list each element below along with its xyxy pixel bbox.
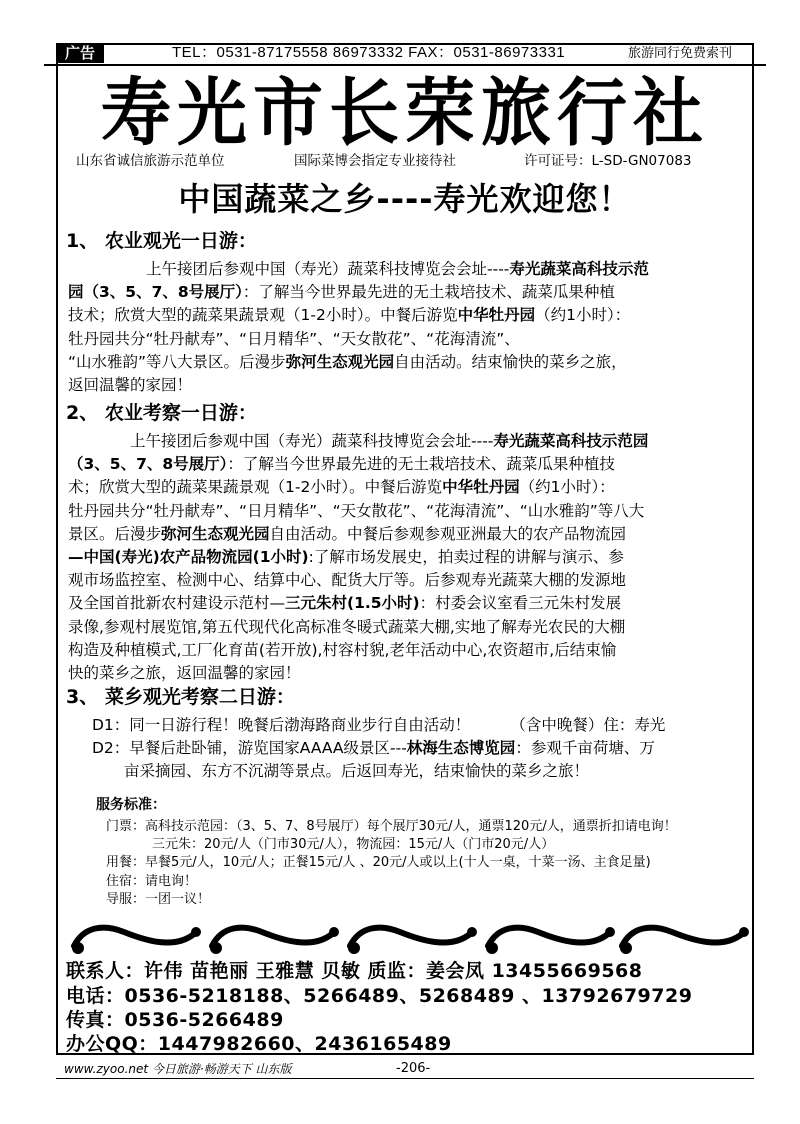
service-guide: 导服：一团一议！ — [106, 892, 211, 907]
s1-line4: 牡丹园共分“牡丹献寿”、“日月精华”、“天女散花”、“花海清流”、 — [68, 329, 520, 348]
contact-qq: 办公QQ：1447982660、2436165489 — [66, 1033, 452, 1055]
s2-line4: 牡丹园共分“牡丹献寿”、“日月精华”、“天女散花”、“花海清流”、“山水雅韵”等八大 — [68, 501, 645, 520]
s1-line2b: ：了解当今世界最先进的无土栽培技术、蔬菜瓜果种植 — [242, 283, 615, 302]
s2-line8b: 三元朱村(1.5小时) — [285, 594, 420, 613]
ornament-divider — [60, 920, 750, 960]
ad-tag: 广告 — [56, 43, 104, 63]
s1-line3b: 中华牡丹园 — [457, 306, 536, 325]
s2-line2b: ：了解当今世界最先进的无土栽培技术、蔬菜瓜果种植技 — [227, 455, 615, 474]
swirl-ornament-4 — [486, 927, 615, 954]
service-title: 服务标准： — [96, 797, 166, 813]
s3-d1b: （含中晚餐）住：寿光 — [510, 716, 666, 734]
footer-rule — [56, 1078, 754, 1079]
swirl-ornament-5 — [620, 927, 749, 954]
s2-line8c: ：村委会议室看三元朱村发展 — [419, 594, 622, 613]
s2-line5b: 弥河生态观光园 — [161, 524, 270, 543]
swirl-ornament-1 — [72, 927, 201, 954]
section-1-title: 1、 农业观光一日游： — [66, 230, 257, 252]
s1-line1a: 上午接团后参观中国（寿光）蔬菜科技博览会会址---- — [146, 260, 510, 278]
agency-title: 寿光市长荣旅行社 — [101, 69, 709, 157]
s2-line3b: 中华牡丹园 — [442, 478, 520, 497]
s2-line1b: 寿光蔬菜高科技示范园 — [493, 432, 649, 450]
s2-line2a: （3、5、7、8号展厅） — [68, 455, 228, 474]
s1-line1b: 寿光蔬菜高科技示范 — [509, 260, 649, 278]
s1-line3c: （约1小时）： — [535, 306, 631, 325]
s1-line5a: “山水雅韵”等八大景区。后漫步 — [68, 352, 286, 371]
s3-d2a: D2：早餐后赴卧铺，游览国家AAAA级景区--- — [92, 739, 407, 758]
service-tickets-1: 门票：高科技示范园：（3、5、7、8号展厅）每个展厅30元/人，通票120元/人，通票折扣请电询！ — [106, 819, 677, 834]
subtitle-left: 山东省诚信旅游示范单位 — [76, 153, 225, 169]
s3-d2d: 亩采摘园、东方不沉湖等景点。后返回寿光，结束愉快的菜乡之旅！ — [124, 762, 590, 781]
service-meals: 用餐：早餐5元/人，10元/人；正餐15元/人 、20元/人或以上(十人一桌，十菜一汤、主食足量) — [106, 855, 651, 870]
tel-fax: TEL：0531-87175558 86973332 FAX：0531-86973331 — [172, 44, 566, 61]
service-lodging: 住宿：请电询！ — [106, 874, 198, 889]
s2-line10: 构造及种植模式,工厂化育苗(若开放),村容村貌,老年活动中心,农资超市,后结束愉 — [68, 640, 617, 659]
s3-d2c: ：参观千亩荷塘、万 — [515, 739, 655, 758]
header-tagline: 旅游同行免费索刊 — [628, 46, 733, 61]
section-1-body — [68, 258, 748, 397]
service-tickets-2: 三元朱：20元/人（门市30元/人），物流园：15元/人（门市20元/人） — [152, 837, 555, 852]
s2-line5c: 自由活动。中餐后参观参观亚洲最大的农产品物流园 — [269, 524, 627, 543]
s2-line7: 观市场监控室、检测中心、结算中心、配货大厅等。后参观寿光蔬菜大棚的发源地 — [68, 571, 627, 590]
section-2-body — [68, 430, 750, 685]
s3-d1a: D1：同一日游行程！晚餐后渤海路商业步行自由活动！ — [92, 716, 471, 734]
footer-url: www.zyoo.net 今日旅游·畅游天下 山东版 — [64, 1062, 292, 1076]
subtitle-right: 许可证号：L-SD-GN07083 — [524, 153, 692, 169]
s2-line3a: 术；欣赏大型的蔬菜果蔬景观（1-2小时）。中餐后游览 — [68, 478, 443, 497]
page-number: -206- — [396, 1061, 431, 1076]
section-3-title: 3、 菜乡观光考察二日游： — [66, 686, 295, 708]
contact-people: 联系人：许伟 苗艳丽 王雅慧 贝敏 质监：姜会凤 13455669568 — [66, 960, 643, 982]
s2-line6a: —中国(寿光)农产品物流园(1小时) — [68, 548, 309, 567]
s1-line5c: 自由活动。结束愉快的菜乡之旅， — [394, 352, 627, 371]
s1-line5b: 弥河生态观光园 — [285, 352, 395, 371]
s1-line6: 返回温馨的家园！ — [68, 376, 193, 395]
s1-line3a: 技术；欣赏大型的蔬菜果蔬景观（1-2小时）。中餐后游览 — [68, 306, 458, 325]
contact-fax: 传真：0536-5266489 — [66, 1009, 284, 1031]
s1-line2a: 园（3、5、7、8号展厅） — [68, 283, 243, 302]
section-2-title: 2、 农业考察一日游： — [66, 402, 257, 424]
headline: 中国蔬菜之乡----寿光欢迎您！ — [178, 180, 632, 218]
s2-line11: 快的菜乡之旅，返回温馨的家园！ — [68, 664, 301, 683]
s2-line1a: 上午接团后参观中国（寿光）蔬菜科技博览会会址---- — [130, 432, 494, 450]
swirl-ornament-2 — [210, 927, 339, 954]
section-3-body — [92, 714, 752, 784]
s3-d2b: 林海生态博览园 — [406, 739, 516, 758]
s2-line5a: 景区。后漫步 — [68, 524, 162, 543]
contact-phone: 电话：0536-5218188、5266489、5268489 、13792679729 — [66, 985, 693, 1007]
s2-line9: 录像,参观村展览馆,第五代现代化高标准冬暖式蔬菜大棚,实地了解寿光农民的大棚 — [68, 617, 626, 636]
s2-line3c: （约1小时）： — [519, 478, 615, 497]
s2-line8a: 及全国首批新农村建设示范村— — [68, 594, 286, 613]
subtitle-middle: 国际菜博会指定专业接待社 — [294, 153, 456, 169]
swirl-ornament-3 — [348, 927, 477, 954]
s2-line6b: :了解市场发展史，拍卖过程的讲解与演示、参 — [308, 548, 624, 567]
